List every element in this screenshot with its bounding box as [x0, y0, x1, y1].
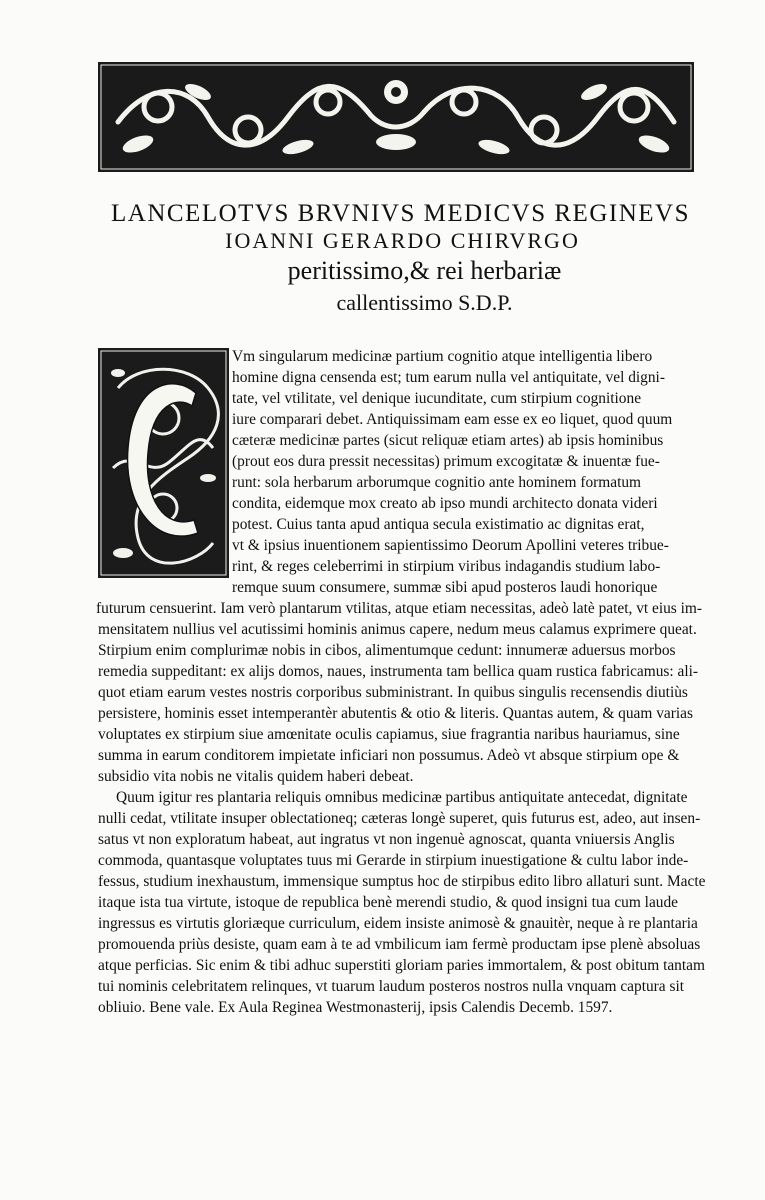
body-line: tui nominis celebritatem relinques, vt tuarum laudum posteros nostros nulla vnquam captura sit — [98, 978, 685, 995]
body-line: condita, eidemque mox creato ab ipso mundi architecto donata videri — [232, 495, 658, 512]
header-ornament-band — [98, 62, 694, 172]
body-line: cæteræ medicinæ partes (sicut reliquæ etiam artes) ab ipsis hominibus — [232, 432, 664, 449]
body-line: persistere, hominis esset intemperantèr abutentis & otio & literis. Quantas autem, & quam varias — [98, 705, 693, 722]
body-line: nulli cedat, vtilitate insuper oblectationeq; cæteras longè superet, quis futurus est, adeo, aut insen- — [98, 810, 701, 827]
body-line: tate, vel vtilitate, vel denique iucunditate, cum stirpium cognitione — [232, 390, 642, 407]
body-line: commoda, quantasque voluptates tuus mi Gerarde in stirpium inuestigatione & cultu labor inde- — [98, 852, 689, 869]
body-line: futurum censuerint. Iam verò plantarum vtilitas, atque etiam necessitas, adeò latè patet, vt eius im- — [96, 600, 703, 617]
body-line: rint, & reges celeberrimi in stirpium viribus indagandis studium labo- — [232, 558, 661, 575]
body-line: remque suum consumere, summæ sibi apud posteros laudi honorique — [232, 579, 658, 596]
body-line: summa in earum conditorem impietate inficiari non possumus. Adeò vt absque stirpium ope & — [98, 747, 680, 764]
body-line: satus vt non exploratum habeat, aut ingratus vt non ingenuè agnoscat, quanta vniuersis Anglis — [98, 831, 675, 848]
initial-c-icon — [98, 348, 229, 578]
body-line: itaque ista tua virtute, istoque de republica benè merendi studio, & quod insigni tua cum laude — [98, 894, 678, 911]
body-line: ingressus es virtutis gloriæque curriculum, eidem insiste animosè & gnauitèr, neque à re plantaria — [98, 915, 698, 932]
body-line: atque perficias. Sic enim & tibi adhuc superstiti gloriam paries immortalem, & post obitum tantam — [98, 957, 705, 974]
body-line: (prout eos dura pressit necessitas) primum excogitatæ & inuentæ fue- — [232, 453, 660, 470]
body-line: runt: sola herbarum arborumque cognitio ante hominem formatum — [232, 474, 642, 491]
body-line: potest. Cuius tanta apud antiqua secula existimatio ac dignitas erat, — [232, 516, 645, 533]
body-line: homine digna censenda est; tum earum nulla vel antiquitate, vel digni- — [232, 369, 665, 386]
body-line: voluptates ex stirpium siue amœnitate oculis capiamus, siue fragrantia naribus hauriamus, sine — [98, 726, 680, 743]
decorated-initial-c — [98, 348, 229, 578]
heading-epithet-line: peritissimo,& rei herbariæ — [287, 256, 562, 285]
body-line: Stirpium enim complurimæ nobis in cibos, alimentumque cedunt: innumeræ aduersus morbos — [98, 642, 676, 659]
body-line: Quum igitur res plantaria reliquis omnibus medicinæ partibus antiquitate antecedat, dignitate — [116, 789, 688, 806]
body-line: obliuio. Bene vale. Ex Aula Reginea Westmonasterij, ipsis Calendis Decemb. 1597. — [98, 999, 613, 1016]
body-line: iure comparari debet. Antiquissimam eam esse ex eo liquet, quod quum — [232, 411, 673, 428]
body-line: vt & ipsius inuentionem sapientissimo Deorum Apollini veteres tribue- — [232, 537, 669, 554]
foliage-ornament-icon — [98, 62, 694, 172]
body-line: remedia suppeditant: ex alijs domos, naues, instrumenta tam bellica quam rustica fabricamus: ali- — [98, 663, 699, 680]
body-line: fessus, studium inexhaustum, immensique sumptus hoc de stirpibus edito libro allaturi sunt. Macte — [98, 873, 706, 890]
body-line: mensitatem nullius vel acutissimi hominis animus capere, nedum meus calamus exprimere queat. — [98, 621, 697, 638]
heading-salutation-line: callentissimo S.D.P. — [336, 290, 513, 315]
body-line: promouenda priùs desiste, quam eam à te ad vmbilicum iam fermè productam ipse plenè absoluas — [98, 936, 701, 953]
body-line: Vm singularum medicinæ partium cognitio atque intelligentia libero — [232, 348, 653, 365]
heading-recipient-line: IOANNI GERARDO CHIRVRGO — [225, 228, 580, 253]
body-line: quot etiam earum vestes nostris corporibus subministrant. In quibus singulis recensendis diutiùs — [98, 684, 688, 701]
body-line: subsidio vita nobis ne vitalis quidem haberi debeat. — [98, 768, 414, 785]
heading-author-line: LANCELOTVS BRVNIVS MEDICVS REGINEVS — [111, 200, 690, 227]
